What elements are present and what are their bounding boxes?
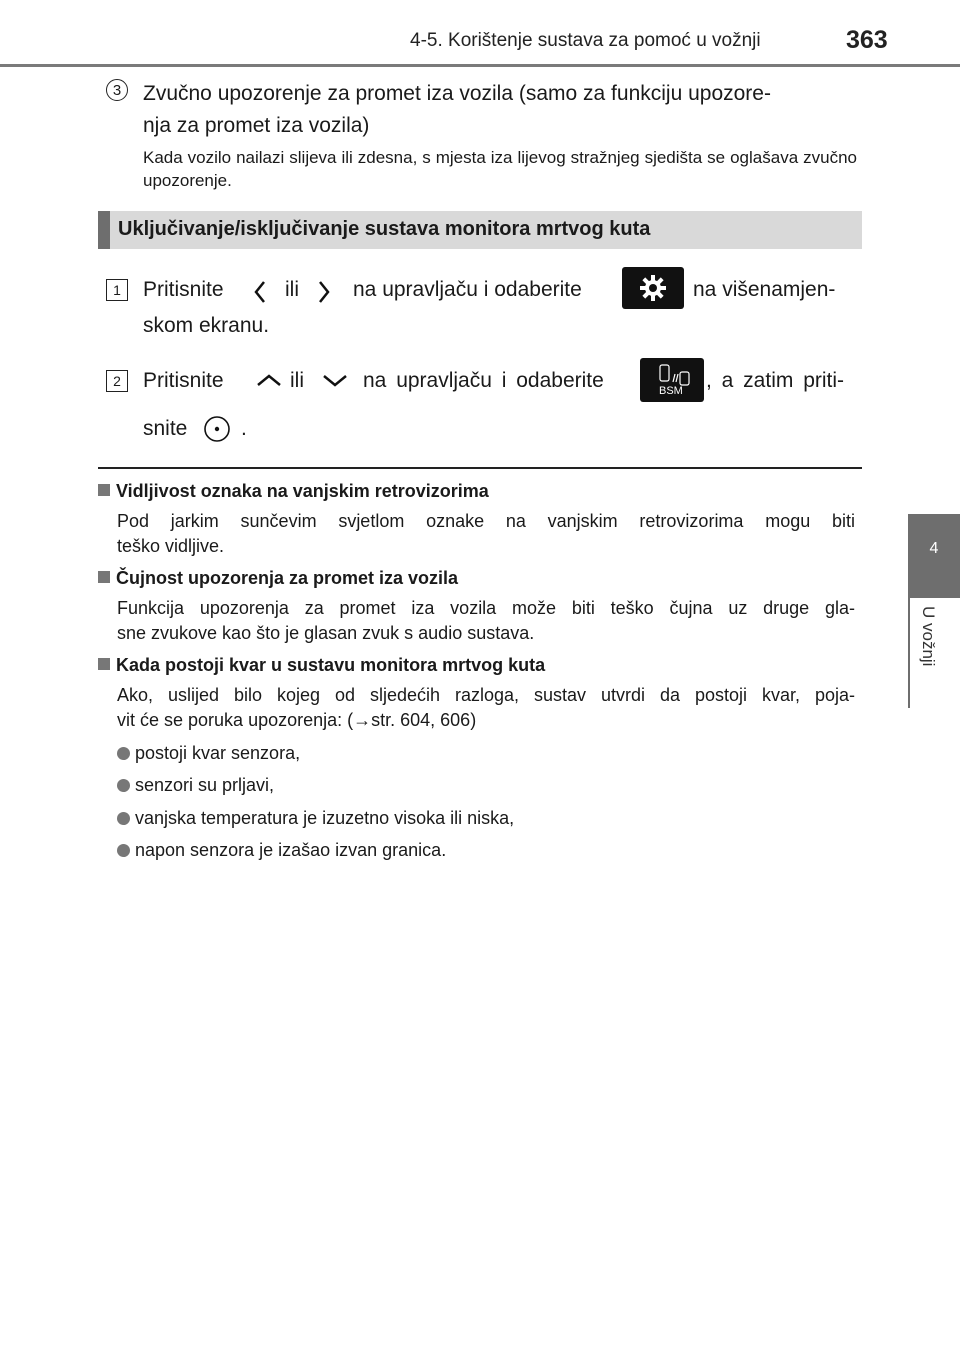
note-body-line: vit će se poruka upozorenja: (→str. 604, 606) — [117, 710, 477, 730]
item-title-line1: Zvučno upozorenje za promet iza vozila (samo za funkciju upozore- — [143, 82, 771, 105]
round-bullet-icon — [117, 844, 130, 857]
item-number-badge: 3 — [106, 79, 128, 101]
step-text: Pritisnite — [143, 278, 224, 301]
list-item — [117, 806, 514, 831]
bsm-label: BSM — [659, 385, 683, 397]
note-heading-text: Čujnost upozorenja za promet iza vozila — [116, 568, 459, 588]
section-heading-text: Uključivanje/isključivanje sustava monitora mrtvog kuta — [118, 218, 651, 240]
step-1-line1 — [143, 274, 224, 306]
note-heading — [98, 568, 458, 589]
list-item-text: postoji kvar senzora, — [135, 743, 301, 763]
step-text: na višenamjen- — [693, 278, 836, 301]
settings-gear-button-icon — [622, 267, 684, 309]
item-body: Kada vozilo nailazi slijeva ili zdesna, s mjesta iza lijevog stražnjeg sjedišta se oglašava zvučno upozorenje. — [143, 148, 857, 190]
step-text: . — [241, 417, 247, 440]
note-heading — [98, 481, 489, 502]
step-text: na upravljaču i odaberite — [363, 369, 604, 392]
list-item-text: senzori su prljavi, — [135, 775, 275, 795]
square-bullet-icon — [98, 658, 110, 670]
running-header: 4-5. Korištenje sustava za pomoć u vožnji — [410, 30, 761, 51]
step-number-badge: 2 — [106, 370, 128, 392]
square-bullet-icon — [98, 571, 110, 583]
gear-icon — [622, 267, 684, 309]
enter-button-icon — [202, 414, 232, 444]
chevron-down-icon — [321, 372, 349, 388]
note-heading-text: Kada postoji kvar u sustavu monitora mrtvog kuta — [116, 655, 546, 675]
list-item — [117, 773, 274, 798]
chevron-up-icon — [255, 372, 283, 388]
note-body — [117, 509, 855, 559]
note-body — [117, 596, 855, 646]
header-rule — [0, 64, 960, 67]
list-item — [117, 838, 446, 863]
note-heading — [98, 655, 545, 676]
page-number: 363 — [846, 26, 888, 54]
note-body — [117, 683, 855, 733]
item-title-line2: nja za promet iza vozila) — [143, 114, 370, 137]
step-text: ili — [290, 369, 304, 392]
note-body-line: sne zvukove kao što je glasan zvuk s audio sustava. — [117, 623, 535, 643]
note-body-line: Pod jarkim sunčevim svjetlom oznake na vanjskim retrovizorima mogu biti — [117, 511, 855, 531]
note-heading-text: Vidljivost oznaka na vanjskim retrovizorima — [116, 481, 489, 501]
list-item-text: napon senzora je izašao izvan granica. — [135, 840, 447, 860]
step-text: snite — [143, 417, 188, 440]
chapter-number: 4 — [929, 540, 939, 557]
step-text: na upravljaču i odaberite — [353, 278, 582, 301]
section-heading — [98, 211, 862, 249]
round-bullet-icon — [117, 747, 130, 760]
chevron-left-icon — [252, 279, 268, 305]
step-number-badge: 1 — [106, 279, 128, 301]
step-text: , a zatim priti- — [706, 369, 845, 392]
square-bullet-icon — [98, 484, 110, 496]
step-text: Pritisnite — [143, 369, 224, 392]
step-text: skom ekranu. — [143, 314, 270, 337]
chapter-label: U vožnji — [919, 606, 938, 667]
note-body-line: teško vidljive. — [117, 536, 225, 556]
round-bullet-icon — [117, 812, 130, 825]
list-item-text: vanjska temperatura je izuzetno visoka ili niska, — [135, 808, 515, 828]
chevron-right-icon — [316, 279, 332, 305]
note-body-line: Funkcija upozorenja za promet iza vozila može biti teško čujna uz druge gla- — [117, 598, 855, 618]
bsm-button-icon — [640, 358, 704, 402]
note-body-line: Ako, uslijed bilo kojeg od sljedećih razloga, sustav utvrdi da postoji kvar, poja- — [117, 685, 855, 705]
list-item — [117, 741, 300, 766]
item-title — [143, 78, 857, 142]
section-divider — [98, 467, 862, 469]
round-bullet-icon — [117, 779, 130, 792]
step-text: ili — [285, 278, 299, 301]
